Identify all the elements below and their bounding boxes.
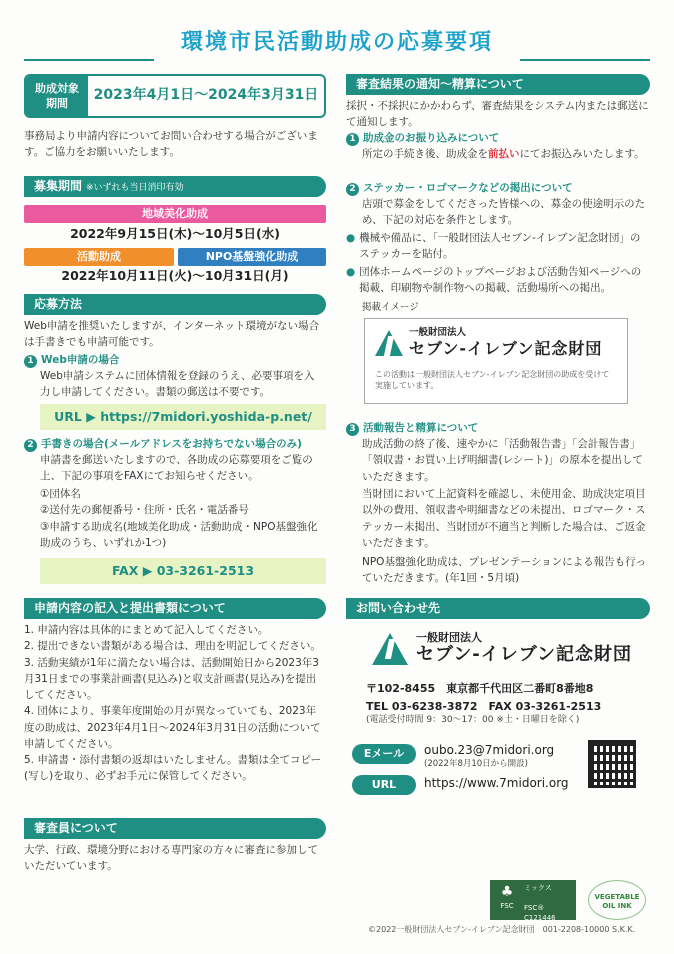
hand-items — [40, 486, 324, 551]
web-title — [24, 352, 119, 368]
fsc-text: FSC — [500, 902, 514, 910]
judges-body: 大学、行政、環境分野における専門家の方々に審査に参加していただいています。 — [24, 844, 318, 873]
contact-url[interactable]: https://www.7midori.org — [424, 776, 569, 790]
s1-title-text: 助成金のお振り込みについて — [363, 132, 500, 144]
vegetable-oil-ink-mark: VEGETABLE OIL INK — [588, 880, 646, 920]
recruit-note: ※いずれも当日消印有効 — [86, 183, 184, 193]
hand-title-text: 手書きの場合(メールアドレスをお持ちでない場合のみ) — [41, 438, 302, 450]
contact-address: 〒102-8455 東京都千代田区二番町8番地8 — [366, 682, 594, 695]
fax-label: FAX — [111, 563, 139, 578]
bar-chiiki: 地域美化助成 — [24, 205, 326, 223]
s3-body: 助成活動の終了後、速やかに「活動報告書」「会計報告書」「領収書・お買い上げ明細書(レシート)」の原本を提出していただきます。 — [362, 438, 643, 483]
number-2-icon: 2 — [346, 183, 359, 196]
recruit-header-text: 募集期間 — [34, 179, 83, 193]
s1-body — [362, 146, 650, 162]
bullet-1-text: 機械や備品に、「一般財団法人セブン-イレブン記念財団」のステッカーを貼付。 — [359, 232, 641, 261]
sample-label: 掲載イメージ — [362, 302, 419, 313]
sample-small: 一般財団法人 — [409, 327, 467, 338]
qr-code-icon[interactable] — [588, 740, 636, 788]
url-label: URL — [352, 775, 416, 795]
arrow-icon: ▶ — [138, 563, 157, 578]
sample-logo-text — [409, 327, 602, 359]
bullet-1 — [346, 230, 650, 263]
s3-title-text: 活動報告と精算について — [363, 422, 479, 434]
fsc-info — [521, 883, 573, 922]
result-header: 審査結果の通知～精算について — [346, 74, 650, 95]
contact-org-small: 一般財団法人 — [416, 631, 482, 644]
sample-big: セブン-イレブン記念財団 — [409, 339, 603, 358]
fax-box — [40, 558, 326, 584]
sample-logo — [375, 327, 617, 359]
fsc-mix: ミックス — [524, 884, 552, 892]
bullet-icon: ● — [346, 266, 356, 278]
s1-body-red: 前払い — [488, 148, 520, 160]
bullet-icon: ● — [346, 232, 356, 244]
sample-image — [364, 318, 628, 404]
date-chiiki: 2022年9月15日(木)～10月5日(水) — [70, 226, 280, 241]
bar-katsudo: 活動助成 — [24, 248, 174, 266]
fsc-mark — [490, 880, 576, 920]
bar-npo: NPO基盤強化助成 — [178, 248, 326, 266]
s2-title-text: ステッカー・ロゴマークなどの掲出について — [363, 182, 573, 194]
recruit-header — [24, 176, 326, 197]
period-label: 助成対象 期間 — [26, 76, 88, 116]
hand-body: 申請書を郵送いたしますので、各助成の応募要項をご覧の上、下記の事項をFAXにてお知らせください。 — [40, 454, 313, 483]
period-box — [24, 74, 326, 118]
result-intro: 採択・不採択にかかわらず、審査結果をシステム内または郵送にて通知します。 — [346, 100, 649, 129]
hand-item: ②送付先の郵便番号・住所・氏名・電話番号 — [40, 504, 249, 517]
contact-header: お問い合わせ先 — [346, 598, 650, 619]
sample-note: この活動は一般財団法人セブン-イレブン記念財団の助成を受けて実施しています。 — [375, 370, 610, 390]
inquiry-note: 事務局より申請内容についてお問い合わせする場合がございます。ご協力をお願いいたします。 — [24, 130, 318, 159]
hand-item: ③申請する助成名(地域美化助成・活動助成・NPO基盤強化助成のうち、いずれか1つ) — [40, 520, 318, 549]
number-3-icon: 3 — [346, 423, 359, 436]
web-title-text: Web申請の場合 — [41, 354, 120, 366]
apply-url[interactable]: https://7midori.yoshida-p.net/ — [100, 409, 312, 424]
number-1-icon: 1 — [24, 355, 37, 368]
apply-header: 応募方法 — [24, 294, 326, 315]
s2-body: 店頭で募金をしてくださった皆様への、募金の使途明示のため、下記の対応を条件とします。 — [362, 198, 646, 227]
contact-org-big: セブン-イレブン記念財団 — [416, 644, 633, 665]
fax-number: 03-3261-2513 — [156, 563, 255, 578]
s3-title — [346, 420, 478, 436]
contact-email[interactable]: oubo.23@7midori.org — [424, 743, 555, 757]
judges-header: 審査員について — [24, 818, 326, 839]
copyright: ©2022一般財団法人セブン-イレブン記念財団 001-2208-10000 S.K.K. — [368, 925, 636, 934]
docs-item: 5. 申請書・添付書類の返却はいたしません。書類は全てコピー(写し)を取り、必ずお手元に保管してください。 — [24, 754, 322, 783]
hand-item: ①団体名 — [40, 488, 81, 500]
number-2-icon: 2 — [24, 439, 37, 452]
s1-title — [346, 130, 499, 146]
apply-intro: Web申請を推奨いたしますが、インターネット環境がない場合は手書きでも申請可能です。 — [24, 320, 319, 349]
contact-logo — [372, 632, 632, 666]
email-label: Eメール — [352, 744, 416, 764]
s1-body-b: にてお振込みいたします。 — [519, 148, 645, 160]
foundation-logo-icon — [372, 633, 408, 665]
period-value: 2023年4月1日～2024年3月31日 — [93, 87, 319, 104]
page-title: 環境市民活動助成の応募要項 — [180, 30, 493, 55]
docs-item: 1. 申請内容は具体的にまとめて記入してください。 — [24, 624, 269, 636]
title-rule-left — [24, 59, 154, 61]
bullet-2 — [346, 264, 650, 297]
title-rule-right — [520, 59, 650, 61]
docs-list — [24, 622, 326, 785]
s3-body2: 当財団において上記資料を確認し、未使用金、助成決定項目以外の費用、領収書や明細書などの未提出、ロゴマーク・ステッカー未掲出、当財団が不適当と判断した場合は、ご返金いただきます。 — [362, 488, 646, 549]
bullet-2-text: 団体ホームページのトップページおよび活動告知ページへの掲載、印刷物や制作物への掲載、活動場所への掲出。 — [359, 266, 642, 295]
arrow-icon: ▶ — [81, 409, 101, 424]
apply-url-label: URL — [54, 409, 82, 424]
date-katsudo: 2022年10月11日(火)～10月31日(月) — [61, 268, 289, 283]
apply-url-box[interactable] — [40, 404, 326, 430]
docs-item: 2. 提出できない書類がある場合は、理由を明記してください。 — [24, 640, 321, 653]
contact-tel: TEL 03-6238-3872 FAX 03-3261-2513 — [366, 700, 602, 713]
foundation-logo-icon — [375, 330, 403, 356]
s2-title — [346, 180, 573, 196]
docs-item: 4. 団体により、事業年度開始の月が異なっていても、2023年度の助成は、2023年4月1日～2024年3月31日の活動について申請してください。 — [24, 705, 321, 750]
s1-body-a: 所定の手続き後、助成金を — [362, 148, 488, 160]
email-note: (2022年8月10日から開設) — [424, 759, 528, 769]
web-body: Web申請システムに団体情報を登録のうえ、必要事項を入力し申請してください。書類の郵送は不要です。 — [40, 370, 315, 399]
s3-body3: NPO基盤強化助成は、プレゼンテーションによる報告も行っていただきます。(年1回・5月頃) — [362, 556, 647, 585]
number-1-icon: 1 — [346, 133, 359, 146]
docs-item: 3. 活動実績が1年に満たない場合は、活動開始日から2023年3月31日までの事業計画書(見込み)と収支計画書(見込み)を提出してください。 — [24, 656, 319, 702]
fsc-tree-icon: ♣ FSC — [493, 883, 521, 917]
fsc-code: FSC® C121446 — [524, 904, 556, 922]
docs-header: 申請内容の記入と提出書類について — [24, 598, 326, 619]
hand-title — [24, 436, 328, 452]
contact-logo-text — [416, 632, 632, 666]
contact-hours: (電話受付時間 9：30～17：00 ※土・日曜日を除く) — [366, 715, 580, 725]
